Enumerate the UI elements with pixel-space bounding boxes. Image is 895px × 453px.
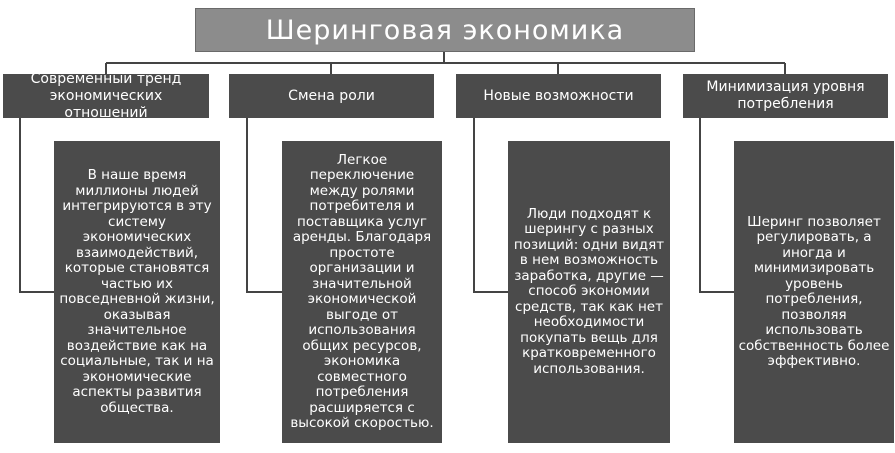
body-trend: В наше время миллионы людей интегрируются в эту систему экономических взаимодействий, которые становятся частью их повседневной жизни, оказывая значительное воздействие как на социальные, так и на экономические аспекты развития общества. <box>54 141 220 443</box>
heading-new-opportunities: Новые возможности <box>456 74 661 118</box>
body-role-change: Легкое переключение между ролями потребителя и поставщика услуг аренды. Благодаря простоте организации и значительной экономической выгоде от использования общих ресурсов, экономика совместного потребления расширяется с высокой скоростью. <box>282 141 442 443</box>
heading-trend: Современный тренд экономических отношений <box>3 74 209 118</box>
body-consumption: Шеринг позволяет регулировать, а иногда и минимизировать уровень потребления, позволяя использовать собственность более эффективно. <box>734 141 894 443</box>
diagram-title: Шеринговая экономика <box>195 8 695 52</box>
heading-consumption: Минимизация уровня потребления <box>683 74 888 118</box>
body-new-opportunities: Люди подходят к шерингу с разных позиций: одни видят в нем возможность заработка, другие — способ экономии средств, так как нет необходимости покупать вещь для кратковременного использования. <box>508 141 670 443</box>
heading-role-change: Смена роли <box>229 74 434 118</box>
